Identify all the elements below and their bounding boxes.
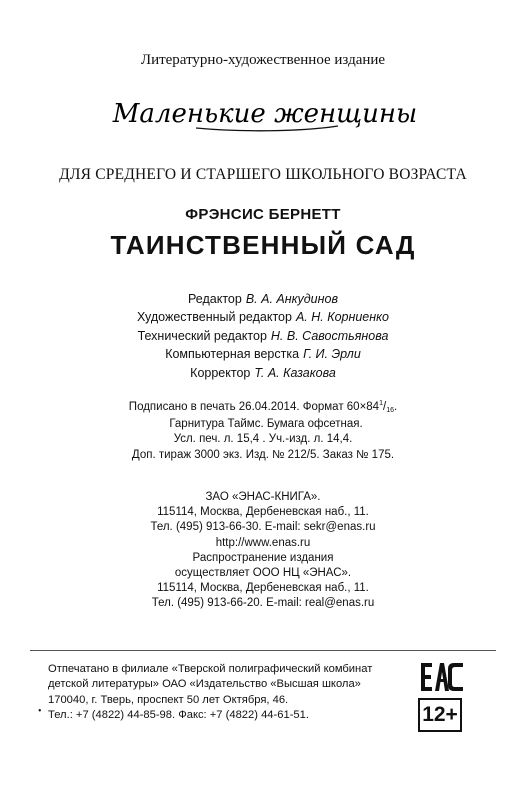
- publisher-name: ЗАО «ЭНАС-КНИГА».: [205, 491, 321, 503]
- distribution-line-2: осуществляет ООО НЦ «ЭНАС».: [174, 567, 352, 580]
- format-slash: /: [383, 401, 387, 413]
- series-logo-text: Маленькие женщины: [112, 99, 418, 129]
- credit-name: Н. В. Савостьянова: [270, 328, 389, 343]
- stray-dot: •: [38, 706, 42, 717]
- credit-role: Корректор: [190, 365, 251, 380]
- print-signed-text: Подписано в печать 26.04.2014. Формат 60×84: [128, 401, 380, 413]
- divider-rule: [30, 650, 496, 651]
- edition-type: Литературно-художественное издание: [140, 52, 386, 68]
- eac-mark-icon: [418, 660, 466, 694]
- sheets-line: Усл. печ. л. 15,4 . Уч.-изд. л. 14,4.: [173, 433, 353, 446]
- age-rating-badge: 12+: [418, 698, 462, 732]
- publisher-website: http://www.enas.ru: [215, 536, 311, 549]
- typeface-line: Гарнитура Таймс. Бумага офсетная.: [169, 417, 363, 430]
- printer-line-4: Тел.: +7 (4822) 44-85-98. Факс: +7 (4822) 44-61-51.: [48, 709, 309, 722]
- print-signed-line: [0, 400, 526, 417]
- credit-role: Технический редактор: [137, 328, 267, 343]
- printer-line-3: 170040, г. Тверь, проспект 50 лет Октября, 46.: [48, 693, 289, 706]
- printer-line-2: детской литературы» ОАО «Издательство «Высшая школа»: [48, 678, 361, 691]
- printer-line-1: Отпечатано в филиале «Тверской полиграфический комбинат: [48, 663, 373, 675]
- credit-row: [0, 308, 526, 326]
- book-author: ФРЭНСИС БЕРНЕТТ: [185, 206, 341, 223]
- distribution-contacts: Тел. (495) 913-66-20. E-mail: real@enas.ru: [151, 597, 375, 610]
- credit-name: А. Н. Корниенко: [295, 310, 389, 325]
- credits-block: [0, 290, 526, 382]
- format-denominator: 16: [386, 407, 394, 414]
- distribution-line-1: Распространение издания: [192, 551, 334, 564]
- audience-label: ДЛЯ СРЕДНЕГО И СТАРШЕГО ШКОЛЬНОГО ВОЗРАСТА: [59, 166, 467, 183]
- publisher-address: 115114, Москва, Дербеневская наб., 11.: [157, 506, 369, 519]
- credit-row: [0, 290, 526, 308]
- credit-role: Редактор: [188, 292, 242, 306]
- credit-role: Компьютерная верстка: [165, 347, 300, 362]
- format-numerator: 1: [379, 400, 383, 407]
- credit-name: В. А. Анкудинов: [245, 292, 338, 306]
- credit-row: [0, 345, 526, 363]
- distribution-address: 115114, Москва, Дербеневская наб., 11.: [157, 582, 369, 595]
- certification-marks: [418, 660, 466, 732]
- format-period: .: [394, 401, 398, 413]
- book-title: ТАИНСТВЕННЫЙ САД: [110, 230, 416, 260]
- print-info: [0, 400, 526, 463]
- credit-row: [0, 364, 526, 382]
- printer-block: [48, 662, 372, 724]
- credit-row: [0, 327, 526, 345]
- credit-role: Художественный редактор: [136, 310, 292, 325]
- circulation-line: Доп. тираж 3000 экз. Изд. № 212/5. Заказ № 175.: [131, 448, 395, 461]
- credit-name: Т. А. Казакова: [254, 365, 336, 380]
- credit-name: Г. И. Эрли: [303, 347, 361, 362]
- publisher-contacts: Тел. (495) 913-66-30. E-mail: sekr@enas.ru: [150, 521, 376, 534]
- series-logo: [112, 92, 418, 138]
- publisher-block: [0, 490, 526, 612]
